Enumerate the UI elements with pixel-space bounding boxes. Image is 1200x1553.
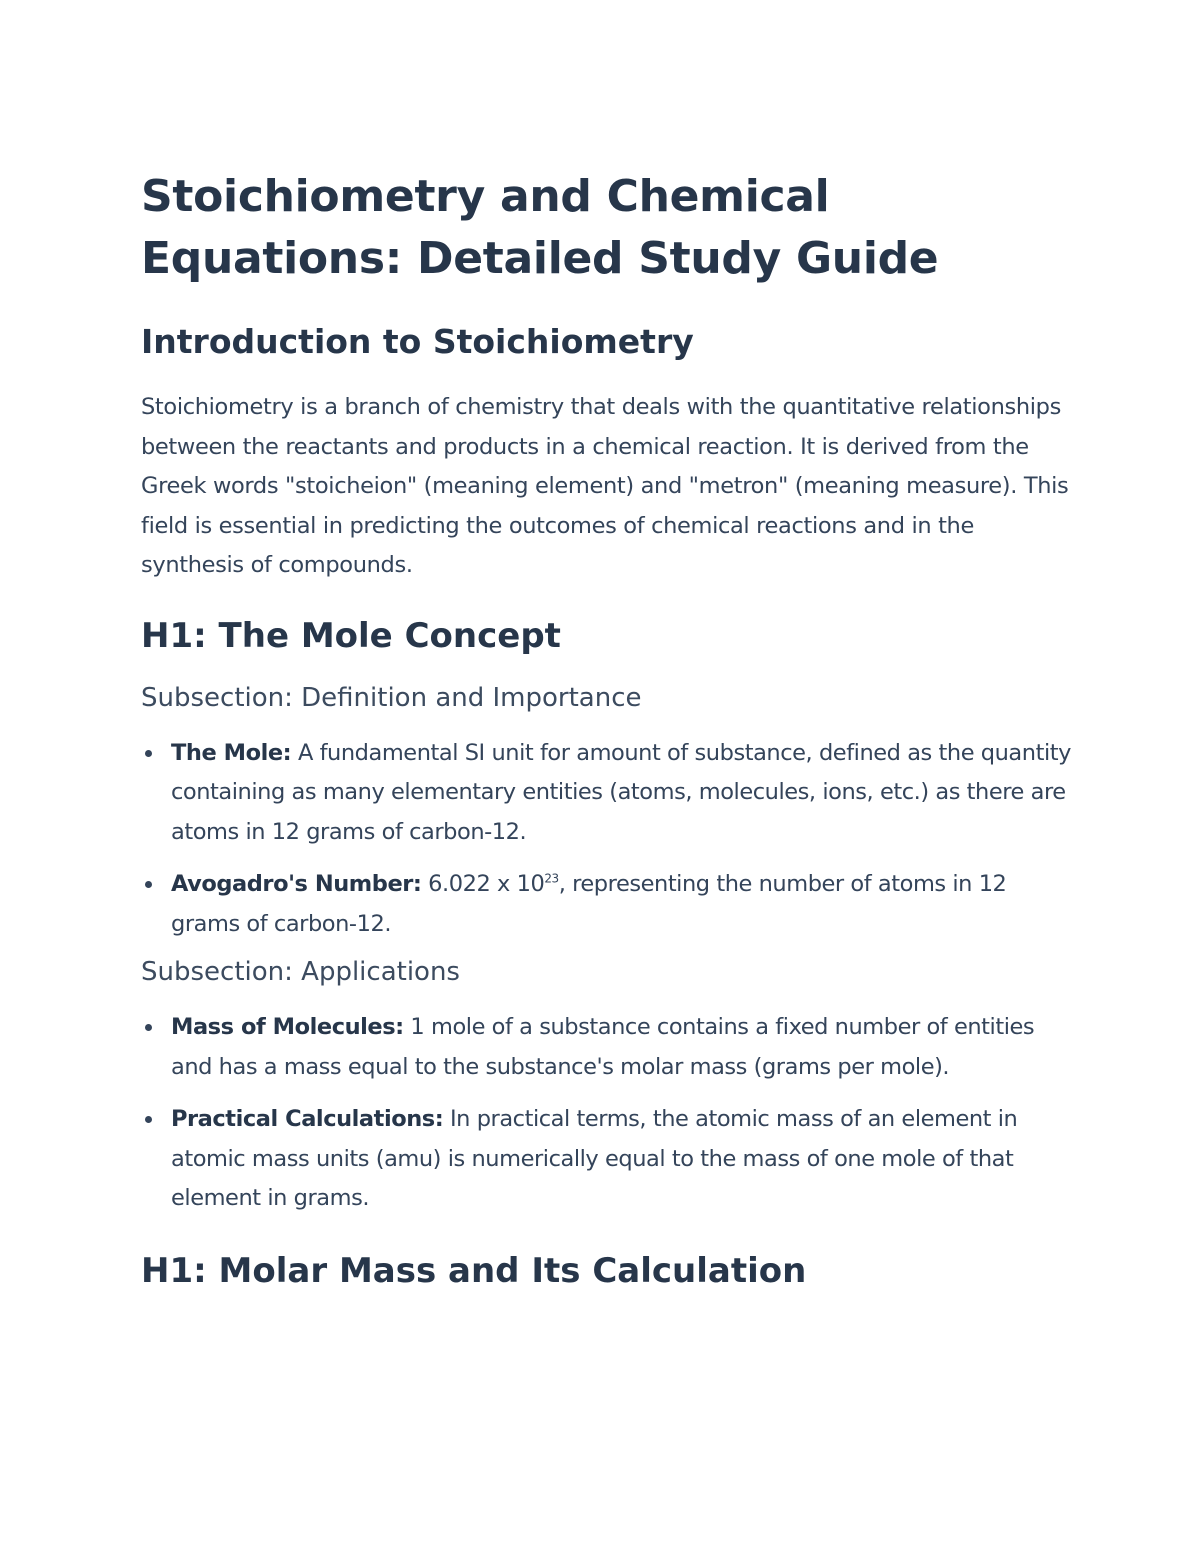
avogadro-value: 6.022 x 10 <box>428 871 545 897</box>
list-item-practical-calculations <box>141 1100 1071 1219</box>
bullet-icon <box>145 1024 152 1031</box>
intro-heading: Introduction to Stoichiometry <box>141 322 694 361</box>
term-the-mole: The Mole: <box>171 739 292 766</box>
text-the-mole: A fundamental SI unit for amount of substance, defined as the quantity containing as many elementary entities (atoms, molecules, ions, etc.) as there are atoms in 12 grams of carbon-12. <box>171 739 1071 845</box>
bullet-icon <box>145 750 152 757</box>
avogadro-exponent: 23 <box>544 871 559 886</box>
intro-paragraph: Stoichiometry is a branch of chemistry that deals with the quantitative relationships between the reactants and products in a chemical reaction. It is derived from the Greek words "stoicheion" (meaning element) and "metron" (meaning measure). This field is essential in predicting the outcomes of chemical reactions and in the synthesis of compounds. <box>141 394 1069 578</box>
mole-concept-heading: H1: The Mole Concept <box>141 615 561 656</box>
applications-list <box>141 1008 1071 1219</box>
list-item-mass-of-molecules <box>141 1008 1071 1087</box>
molar-mass-heading: H1: Molar Mass and Its Calculation <box>141 1250 807 1291</box>
text-mass-of-molecules: 1 mole of a substance contains a fixed number of entities and has a mass equal to the substance's molar mass (grams per mole). <box>171 1014 1035 1080</box>
term-mass-of-molecules: Mass of Molecules: <box>171 1014 404 1040</box>
document-title: Stoichiometry and Chemical Equations: Detailed Study Guide <box>141 171 939 284</box>
term-practical-calculations: Practical Calculations: <box>171 1106 444 1132</box>
term-avogadro: Avogadro's Number: <box>171 871 422 897</box>
text-practical-calculations: In practical terms, the atomic mass of an element in atomic mass units (amu) is numerically equal to the mass of one mole of that element in grams. <box>171 1106 1018 1211</box>
list-item-the-mole <box>141 734 1071 853</box>
bullet-icon <box>145 1116 152 1123</box>
definition-subheading: Subsection: Definition and Importance <box>141 682 642 713</box>
document-page <box>141 166 1071 1293</box>
bullet-icon <box>145 881 152 888</box>
definition-list <box>141 734 1071 945</box>
list-item-avogadro <box>141 865 1071 944</box>
text-avogadro: , representing the number of atoms in 12 grams of carbon-12. <box>171 871 1007 937</box>
applications-subheading: Subsection: Applications <box>141 957 460 987</box>
